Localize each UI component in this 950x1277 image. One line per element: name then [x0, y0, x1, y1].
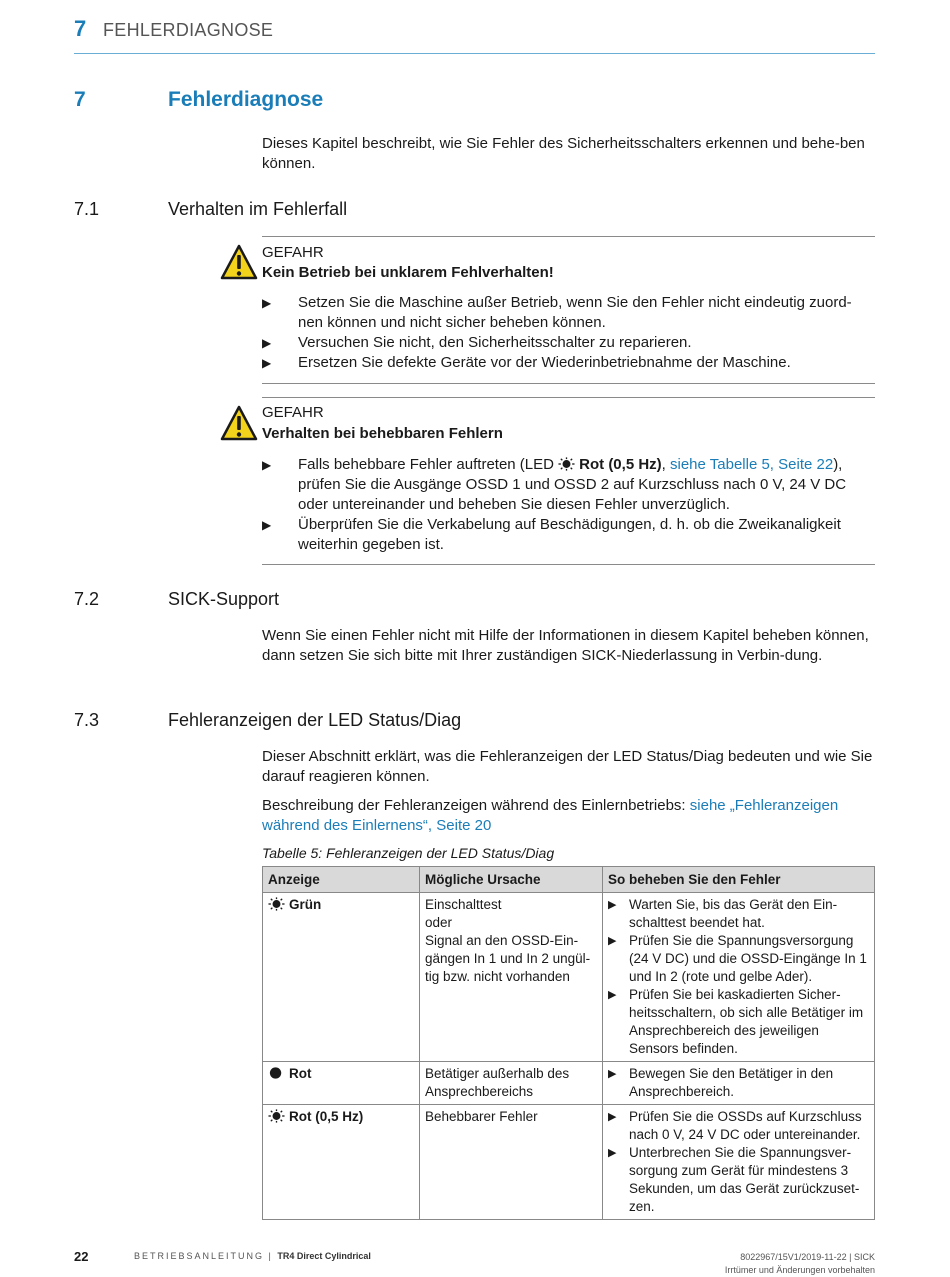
- warning-subtitle: Verhalten bei behebbaren Fehlern: [262, 425, 503, 442]
- list-item: ▶ Ersetzen Sie defekte Geräte vor der Wiederinbetriebnahme der Maschine.: [262, 354, 791, 371]
- section-7-3-text: Dieser Abschnitt erklärt, was die Fehleranzeigen der LED Status/Diag bedeuten und wie Sie darauf reagieren können.: [262, 748, 873, 785]
- display-cell: Rot (0,5 Hz): [263, 1105, 420, 1220]
- header-chapter-number: 7: [74, 16, 87, 41]
- led-state-label: Rot (0,5 Hz): [579, 456, 662, 473]
- table-row: [263, 893, 875, 1062]
- list-item: ▶ Überprüfen Sie die Verkabelung auf Beschädigungen, d. h. ob die Zweikanaligkeit weiterhin gegeben ist.: [262, 516, 841, 553]
- warning-triangle-icon: [220, 405, 258, 441]
- footer-document: BETRIEBSANLEITUNG | TR4 Direct Cylindrical: [134, 1251, 371, 1261]
- list-item: ▶ Versuchen Sie nicht, den Sicherheitsschalter zu reparieren.: [262, 334, 692, 351]
- bullet-triangle-icon: ▶: [262, 356, 272, 370]
- table-header-row: [263, 867, 875, 893]
- bullet-triangle-icon: ▶: [608, 1068, 617, 1080]
- bullet-triangle-icon: ▶: [262, 336, 272, 350]
- display-cell: Rot: [263, 1062, 420, 1105]
- cross-reference-link[interactable]: siehe „Fehleranzeigen während des Einlernens“, Seite 20: [262, 797, 839, 834]
- footer-document-id: 8022967/15V1/2019-11-22 | SICK Irrtümer und Änderungen vorbehalten: [724, 1252, 875, 1275]
- bullet-triangle-icon: ▶: [262, 458, 272, 472]
- bullet-triangle-icon: ▶: [608, 935, 617, 947]
- bullet-triangle-icon: ▶: [262, 296, 272, 310]
- table-row: [263, 1062, 875, 1105]
- column-header: So beheben Sie den Fehler: [603, 867, 875, 893]
- bullet-triangle-icon: ▶: [608, 1111, 617, 1123]
- header-chapter-title: FEHLERDIAGNOSE: [103, 20, 274, 40]
- list-item: ▶ Falls behebbare Fehler auftreten (LED Rot (0,5 Hz), siehe Tabelle 5, Seite 22), prüfen Sie die Ausgänge OSSD 1 und OSSD 2 auf Kurzschluss nach 0 V, 24 V DC oder untereinander und beheben Sie diesen Fehler unverzüglich.: [262, 456, 847, 513]
- warning-top-rule: [262, 397, 875, 398]
- chapter-number: 7: [74, 88, 86, 111]
- led-flashing-icon: [268, 897, 285, 911]
- led-on-icon: [268, 1066, 285, 1080]
- column-header: Anzeige: [263, 867, 420, 893]
- cause-cell: Behebbarer Fehler: [420, 1105, 603, 1220]
- header-divider: [74, 53, 875, 54]
- table-caption: Tabelle 5: Fehleranzeigen der LED Status/Diag: [262, 845, 555, 861]
- page-number: 22: [74, 1249, 89, 1264]
- bullet-triangle-icon: ▶: [262, 518, 272, 532]
- warning-bottom-rule: [262, 564, 875, 565]
- section-7-3-reference: Beschreibung der Fehleranzeigen während des Einlernbetriebs: siehe „Fehleranzeigen während des Einlernens“, Seite 20: [262, 797, 839, 834]
- section-7-1-title: Verhalten im Fehlerfall: [168, 199, 348, 219]
- warning-bottom-rule: [262, 383, 875, 384]
- column-header: Mögliche Ursache: [420, 867, 603, 893]
- section-7-2-number: 7.2: [74, 589, 100, 609]
- table-row: [263, 1105, 875, 1220]
- table-link[interactable]: siehe Tabelle 5, Seite 22: [670, 456, 834, 473]
- remedy-cell: ▶ Bewegen Sie den Betätiger in den Ansprechbereich.: [603, 1062, 875, 1105]
- bullet-triangle-icon: ▶: [608, 899, 617, 911]
- bullet-triangle-icon: ▶: [608, 1147, 617, 1159]
- warning-triangle-icon: [220, 244, 258, 280]
- led-flashing-icon: [558, 457, 575, 471]
- bullet-triangle-icon: ▶: [608, 989, 617, 1001]
- section-7-2-title: SICK-Support: [168, 589, 280, 609]
- warning-label: GEFAHR: [262, 404, 324, 421]
- list-item: ▶ Setzen Sie die Maschine außer Betrieb, wenn Sie den Fehler nicht eindeutig zuord-nen können und nicht sicher beheben können.: [262, 294, 852, 331]
- led-flashing-icon: [268, 1109, 285, 1123]
- error-table: [262, 866, 875, 1220]
- section-7-2-text: Wenn Sie einen Fehler nicht mit Hilfe der Informationen in diesem Kapitel beheben können, dann setzen Sie sich bitte mit Ihrer zuständigen SICK-Niederlassung in Verbin-dung.: [262, 627, 869, 664]
- chapter-title: Fehlerdiagnose: [168, 88, 324, 111]
- warning-label: GEFAHR: [262, 244, 324, 261]
- section-7-3-title: Fehleranzeigen der LED Status/Diag: [168, 710, 462, 730]
- remedy-cell: ▶ Prüfen Sie die OSSDs auf Kurzschluss nach 0 V, 24 V DC oder untereinander. ▶ Unterbrechen Sie die Spannungsver-sorgung zum Gerät für mindestens 3 Sekunden, um das Gerät zurückzuset-zen.: [603, 1105, 875, 1220]
- warning-subtitle: Kein Betrieb bei unklarem Fehlverhalten!: [262, 264, 554, 281]
- cause-cell: Betätiger außerhalb des Ansprechbereichs: [420, 1062, 603, 1105]
- chapter-intro: Dieses Kapitel beschreibt, wie Sie Fehler des Sicherheitsschalters erkennen und behe-ben können.: [262, 135, 865, 172]
- section-7-3-number: 7.3: [74, 710, 100, 730]
- section-7-1-number: 7.1: [74, 199, 100, 219]
- display-cell: Grün: [263, 893, 420, 1062]
- warning-top-rule: [262, 236, 875, 237]
- remedy-cell: ▶ Warten Sie, bis das Gerät den Ein-schalttest beendet hat. ▶ Prüfen Sie die Spannungsversorgung (24 V DC) und die OSSD-Eingänge In 1 und In 2 (rote und gelbe Ader). ▶ Prüfen Sie bei kaskadierten Sicher-heitsschaltern, ob sich alle Betätiger im Ansprechbereich des jeweiligen Sensors befinden.: [603, 893, 875, 1062]
- cause-cell: Einschalttest oder Signal an den OSSD-Ein-gängen In 1 und In 2 ungül-tig bzw. nicht vorhanden: [420, 893, 603, 1062]
